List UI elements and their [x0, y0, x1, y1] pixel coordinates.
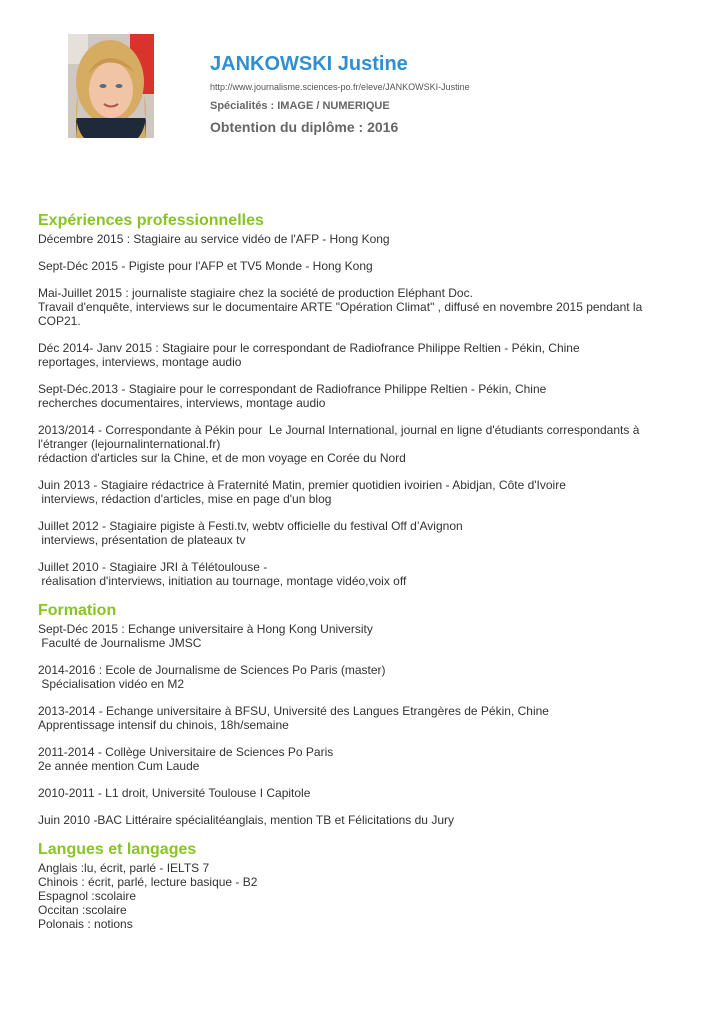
- education-entry: [38, 704, 678, 732]
- experience-entry-line: recherches documentaires, interviews, montage audio: [38, 396, 326, 410]
- education-entry-line: 2011-2014 - Collège Universitaire de Sciences Po Paris: [38, 745, 334, 759]
- experience-entry-line: Sept-Déc 2015 - Pigiste pour l'AFP et TV5 Monde - Hong Kong: [38, 259, 373, 273]
- education-section: [38, 601, 678, 827]
- experience-entry: [38, 478, 678, 506]
- education-entry-line: Sept-Déc 2015 : Echange universitaire à Hong Kong University: [38, 622, 373, 636]
- experience-entry-line: Juillet 2010 - Stagiaire JRI à Télétoulouse -: [38, 560, 268, 574]
- language-item: Polonais : notions: [38, 917, 133, 931]
- education-entry: [38, 786, 678, 800]
- cv-body: [38, 211, 678, 931]
- experience-entry: [38, 259, 678, 273]
- experience-entry-line: COP21.: [38, 314, 81, 328]
- experience-entry-line: Travail d'enquête, interviews sur le documentaire ARTE "Opération Climat" , diffusé en novembre 2015 pendant la: [38, 300, 643, 314]
- experience-entry: [38, 382, 678, 410]
- education-entry-line: 2013-2014 - Echange universitaire à BFSU, Université des Langues Etrangères de Pékin, Chine: [38, 704, 549, 718]
- language-item: Chinois : écrit, parlé, lecture basique - B2: [38, 875, 258, 889]
- education-entry-line: 2010-2011 - L1 droit, Université Toulouse I Capitole: [38, 786, 311, 800]
- education-entry-line: Faculté de Journalisme JMSC: [38, 636, 202, 650]
- education-list: [38, 622, 678, 827]
- experience-entry: [38, 423, 678, 465]
- profile-url[interactable]: http://www.journalisme.sciences-po.fr/eleve/JANKOWSKI-Justine: [210, 82, 470, 92]
- experience-entry-line: reportages, interviews, montage audio: [38, 355, 242, 369]
- education-entry-line: Apprentissage intensif du chinois, 18h/semaine: [38, 718, 289, 732]
- education-entry: [38, 745, 678, 773]
- experience-entry-line: Déc 2014- Janv 2015 : Stagiaire pour le correspondant de Radiofrance Philippe Reltien - Pékin, Chine: [38, 341, 580, 355]
- experience-entry-line: 2013/2014 - Correspondante à Pékin pour Le Journal International, journal en ligne d'étudiants correspondants à: [38, 423, 640, 437]
- experience-list: [38, 232, 678, 588]
- experience-entry-line: réalisation d'interviews, initiation au tournage, montage vidéo,voix off: [38, 574, 407, 588]
- experience-entry-line: rédaction d'articles sur la Chine, et de mon voyage en Corée du Nord: [38, 451, 406, 465]
- languages-heading: Langues et langages: [38, 841, 197, 858]
- experience-entry: [38, 232, 678, 246]
- experience-heading: Expériences professionnelles: [38, 212, 264, 229]
- education-entry-line: 2e année mention Cum Laude: [38, 759, 200, 773]
- education-entry-line: 2014-2016 : Ecole de Journalisme de Sciences Po Paris (master): [38, 663, 386, 677]
- experience-entry: [38, 286, 678, 328]
- languages-section: [38, 840, 678, 931]
- education-heading: Formation: [38, 602, 117, 619]
- experience-entry: [38, 519, 678, 547]
- education-entry-line: Spécialisation vidéo en M2: [38, 677, 185, 691]
- specialties: Spécialités : IMAGE / NUMERIQUE: [210, 100, 390, 112]
- education-entry: [38, 663, 678, 691]
- experience-entry: [38, 560, 678, 588]
- diploma-year: Obtention du diplôme : 2016: [210, 119, 399, 135]
- language-item: Espagnol :scolaire: [38, 889, 137, 903]
- experience-entry-line: Juin 2013 - Stagiaire rédactrice à Fraternité Matin, premier quotidien ivoirien - Abidjan, Côte d'Ivoire: [38, 478, 566, 492]
- profile-photo: [68, 34, 154, 138]
- experience-entry: [38, 341, 678, 369]
- experience-entry-line: l'étranger (lejournalinternational.fr): [38, 437, 221, 451]
- language-item: Anglais :lu, écrit, parlé - IELTS 7: [38, 861, 210, 875]
- experience-entry-line: Décembre 2015 : Stagiaire au service vidéo de l'AFP - Hong Kong: [38, 232, 390, 246]
- experience-entry-line: Mai-Juillet 2015 : journaliste stagiaire chez la société de production Eléphant Doc.: [38, 286, 473, 300]
- experience-entry-line: interviews, présentation de plateaux tv: [38, 533, 246, 547]
- person-name: JANKOWSKI Justine: [210, 53, 408, 75]
- experience-section: [38, 211, 678, 588]
- languages-list: [38, 861, 678, 931]
- education-entry: [38, 813, 678, 827]
- experience-entry-line: interviews, rédaction d'articles, mise en page d'un blog: [38, 492, 332, 506]
- experience-entry-line: Sept-Déc.2013 - Stagiaire pour le correspondant de Radiofrance Philippe Reltien - Pékin, Chine: [38, 382, 547, 396]
- experience-entry-line: Juillet 2012 - Stagiaire pigiste à Festi.tv, webtv officielle du festival Off d’Avignon: [38, 519, 463, 533]
- language-item: Occitan :scolaire: [38, 903, 127, 917]
- education-entry-line: Juin 2010 -BAC Littéraire spécialitéanglais, mention TB et Félicitations du Jury: [38, 813, 454, 827]
- education-entry: [38, 622, 678, 650]
